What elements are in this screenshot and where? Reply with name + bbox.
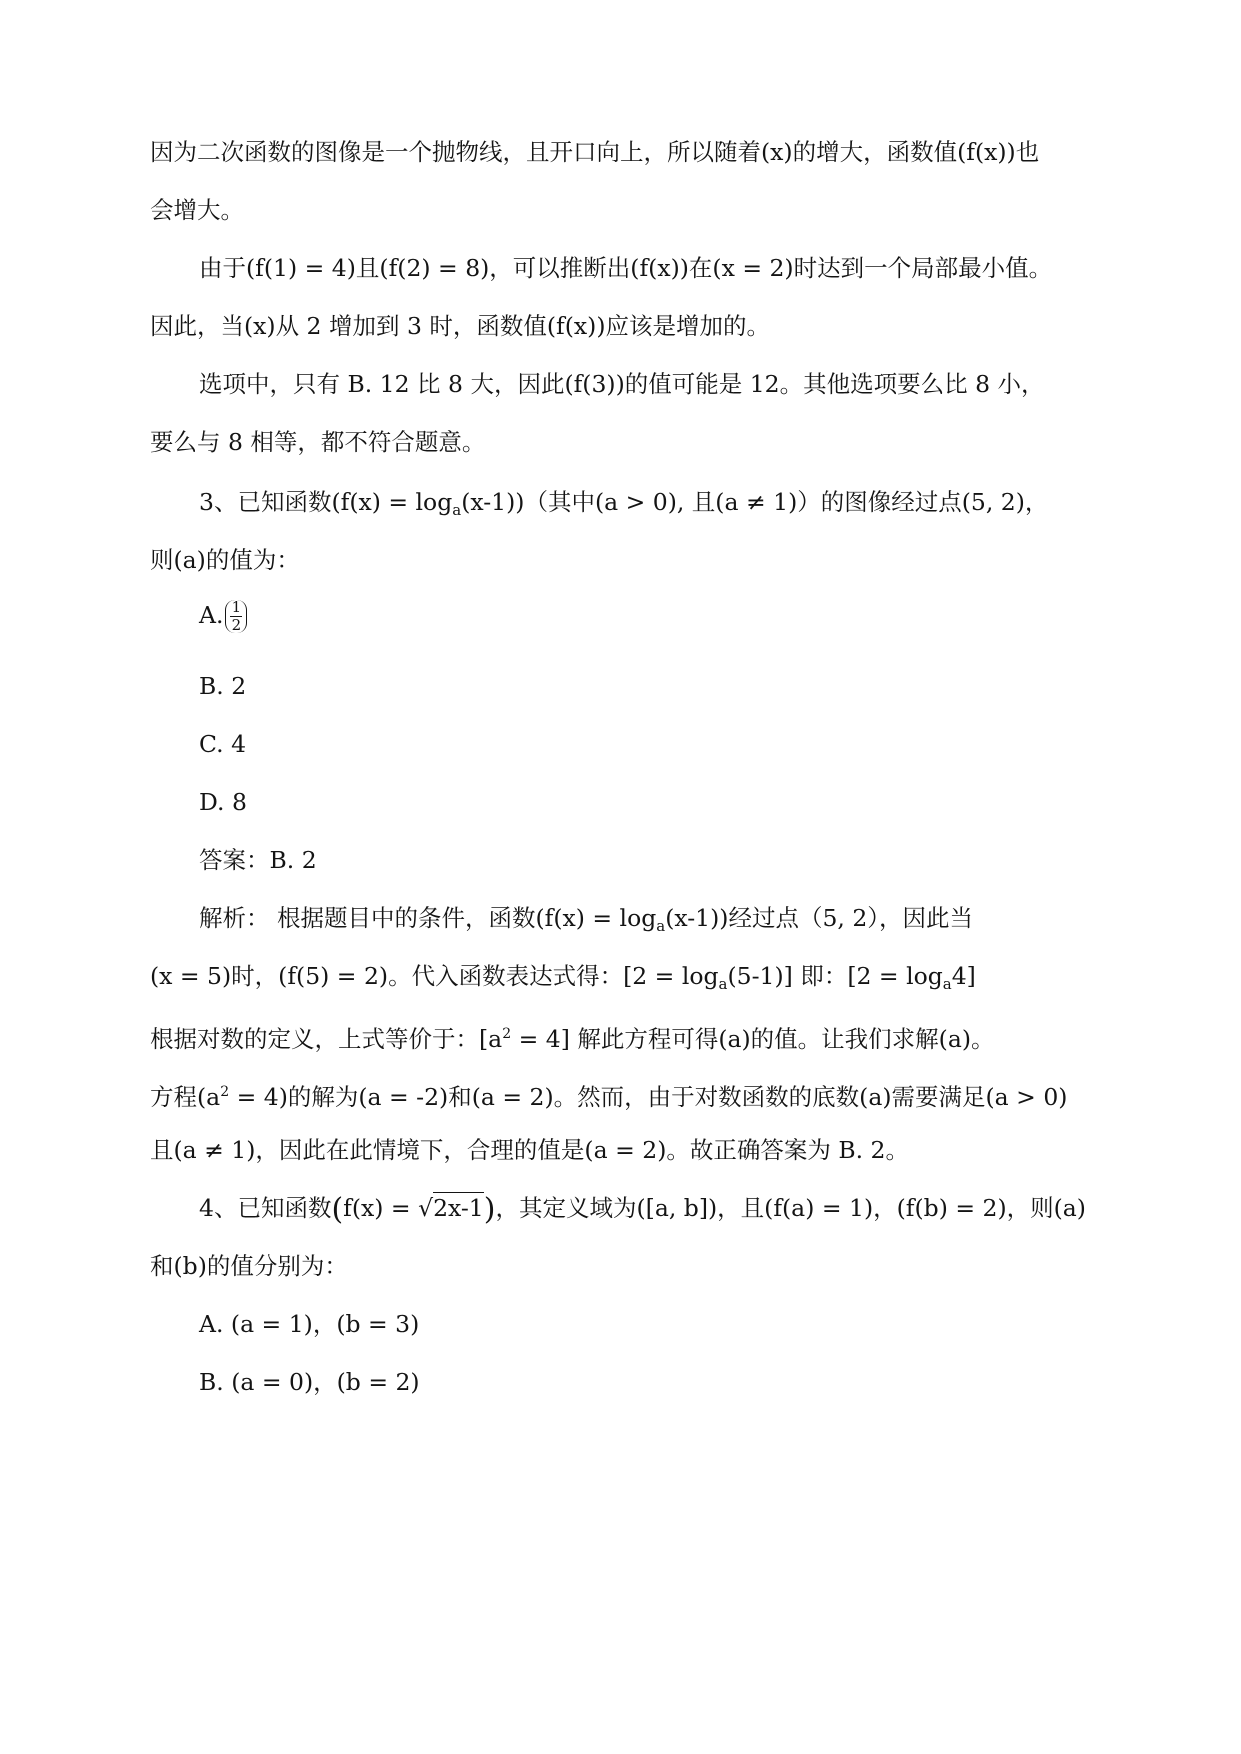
- analysis-line: [199, 903, 973, 941]
- close-paren: ): [483, 1192, 496, 1227]
- function-expr: f(x) =: [343, 1194, 419, 1222]
- log-base: a: [452, 501, 462, 519]
- analysis-text: 解析： 根据题目中的条件，函数(f(x) = log: [199, 904, 657, 932]
- paragraph-line: 选项中，只有 B. 12 比 8 大，因此(f(3))的值可能是 12。其他选项要么比 8 小，: [199, 370, 1045, 398]
- log-base: a: [942, 975, 952, 993]
- stem-text: ，其定义域为([a, b])，且(f(a) = 1)，(f(b) = 2)，则(a): [495, 1194, 1086, 1222]
- analysis-text: 4]: [951, 962, 976, 990]
- stem-text: (x-1))（其中(a > 0), 且(a ≠ 1)）的图像经过点(5, 2)，: [461, 488, 1049, 516]
- analysis-text: = 4)的解为(a = -2)和(a = 2)。然而，由于对数函数的底数(a)需要满足(a > 0): [229, 1083, 1068, 1111]
- stem-text: 3、已知函数(f(x) = log: [199, 488, 453, 516]
- log-base: a: [718, 975, 728, 993]
- log-base: a: [656, 917, 666, 935]
- paragraph-line: 因此，当(x)从 2 增加到 3 时，函数值(f(x))应该是增加的。: [150, 312, 770, 340]
- sqrt-radicand: 2x-1: [433, 1194, 484, 1222]
- analysis-text: (x-1))经过点（5, 2），因此当: [665, 904, 974, 932]
- analysis-line: [150, 1077, 1067, 1112]
- option-a: A. (a = 1)，(b = 3): [199, 1310, 420, 1338]
- open-paren: (: [331, 1192, 344, 1227]
- sqrt-symbol: √: [418, 1194, 434, 1222]
- question-3-stem: [199, 487, 1048, 525]
- option-d: D. 8: [199, 788, 247, 816]
- exponent: 2: [502, 1026, 512, 1042]
- analysis-text: (5-1)] 即：[2 = log: [727, 962, 943, 990]
- option-label: A.: [199, 601, 224, 629]
- exponent: 2: [220, 1084, 230, 1100]
- question-4-stem-line2: 和(b)的值分别为：: [150, 1252, 348, 1280]
- analysis-text: (x = 5)时，(f(5) = 2)。代入函数表达式得：[2 = log: [150, 962, 719, 990]
- analysis-line: [150, 961, 976, 999]
- question-4-stem: [199, 1193, 1086, 1225]
- paragraph-line: 由于(f(1) = 4)且(f(2) = 8)，可以推断出(f(x))在(x = 2)时达到一个局部最小值。: [199, 254, 1053, 282]
- analysis-text: 方程(a: [150, 1083, 221, 1111]
- analysis-text: = 4] 解此方程可得(a)的值。让我们求解(a)。: [511, 1025, 995, 1053]
- analysis-line: [150, 1019, 995, 1054]
- option-b: B. (a = 0)，(b = 2): [199, 1368, 420, 1396]
- analysis-line: 且(a ≠ 1)，因此在此情境下，合理的值是(a = 2)。故正确答案为 B. 2。: [150, 1136, 909, 1164]
- option-b: B. 2: [199, 672, 247, 700]
- stem-text: 4、已知函数: [199, 1194, 332, 1222]
- fraction: [225, 600, 247, 633]
- fraction-numerator: 1: [231, 598, 242, 616]
- paragraph-line: 会增大。: [150, 196, 244, 224]
- analysis-text: 根据对数的定义，上式等价于：[a: [150, 1025, 503, 1053]
- paragraph-line: 因为二次函数的图像是一个抛物线，且开口向上，所以随着(x)的增大，函数值(f(x))也: [150, 138, 1040, 166]
- fraction-denominator: 2: [231, 616, 242, 634]
- answer: 答案：B. 2: [199, 846, 317, 874]
- paragraph-line: 要么与 8 相等，都不符合题意。: [150, 428, 486, 456]
- question-3-stem-line2: 则(a)的值为：: [150, 546, 300, 574]
- option-c: C. 4: [199, 730, 247, 758]
- option-a: [199, 600, 247, 633]
